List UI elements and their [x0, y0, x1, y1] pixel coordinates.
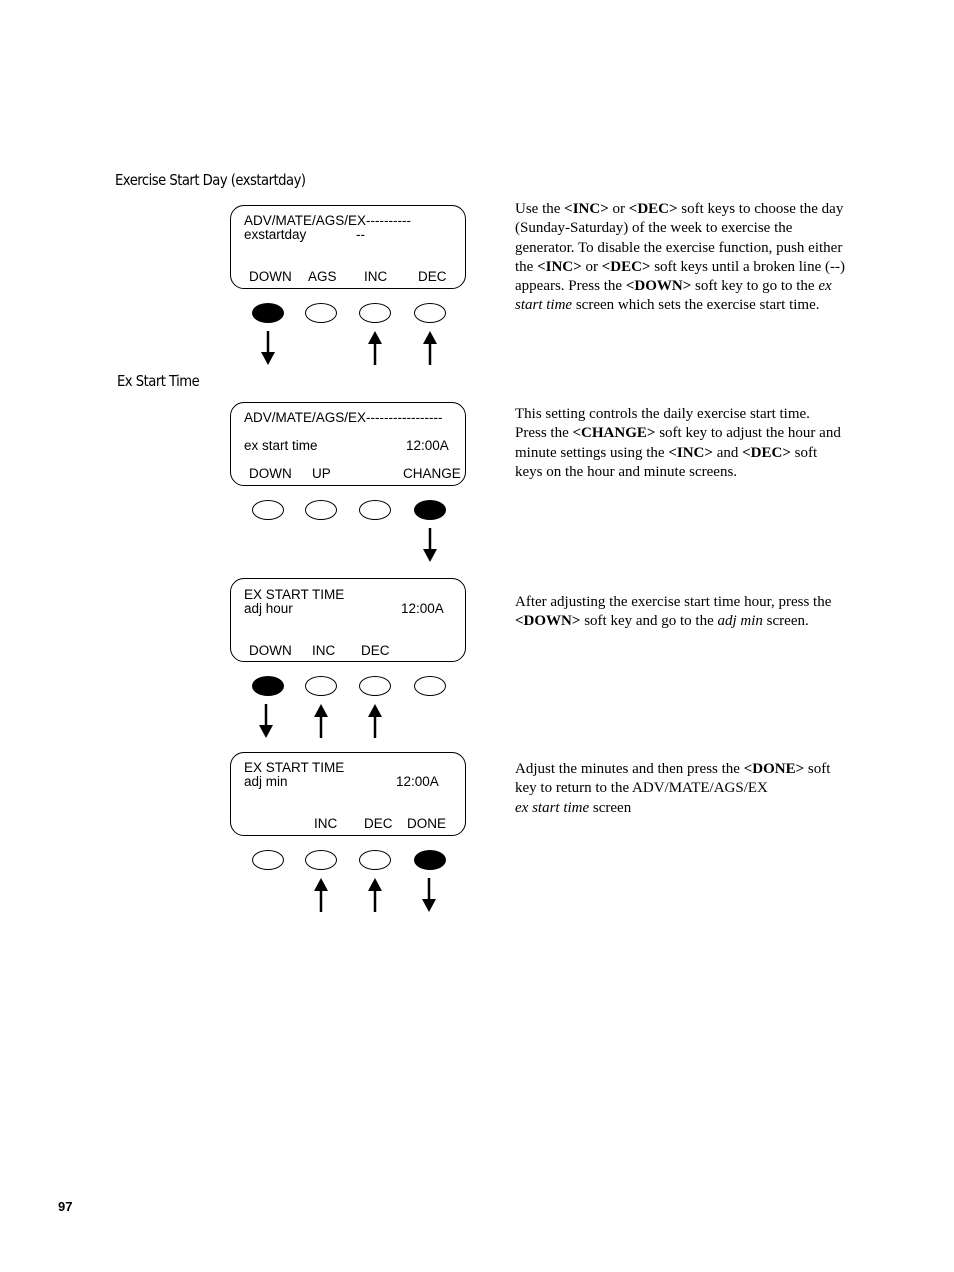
- lcd-label: exstartday: [244, 227, 307, 242]
- softkey-label-dec: DEC: [418, 269, 447, 284]
- softkey-label-down: DOWN: [249, 643, 292, 658]
- softkey-inc-button[interactable]: [305, 676, 337, 696]
- softkey-row-2: [230, 500, 466, 566]
- softkey-dec-button[interactable]: [414, 303, 446, 323]
- softkey-done-button[interactable]: [414, 850, 446, 870]
- lcd-value: 12:00A: [401, 601, 444, 616]
- softkey-change-button[interactable]: [414, 500, 446, 520]
- softkey-dec-button[interactable]: [359, 676, 391, 696]
- arrow-up-icon: [423, 331, 437, 365]
- description-exstartday: Use the <INC> or <DEC> soft keys to choose the day (Sunday-Saturday) of the week to exercise the generator. To disable the exercise function, push either the <INC> or <DEC> soft keys until a broken line (--) appears. Press the <DOWN> soft key to go to the ex start time screen which sets the exercise start time.: [515, 201, 845, 314]
- softkey-label-ags: AGS: [308, 269, 337, 284]
- softkey-down-button[interactable]: [252, 303, 284, 323]
- softkey-label-up: UP: [312, 466, 331, 481]
- arrow-down-icon: [261, 331, 275, 365]
- softkey-label-dec: DEC: [361, 643, 390, 658]
- softkey-blank-button[interactable]: [359, 500, 391, 520]
- lcd-screen-adj-hour: [230, 578, 466, 662]
- softkey-down-button[interactable]: [252, 676, 284, 696]
- lcd-line1: EX START TIME: [244, 587, 345, 602]
- softkey-row-3: [230, 676, 466, 742]
- softkey-label-dec: DEC: [364, 816, 393, 831]
- section-heading-exercise-start-day: Exercise Start Day (exstartday): [115, 171, 306, 189]
- lcd-label: ex start time: [244, 438, 318, 453]
- arrow-down-icon: [422, 878, 436, 912]
- description-adj-min: Adjust the minutes and then press the <DONE> soft key to return to the ADV/MATE/AGS/EX ex start time screen: [515, 761, 831, 816]
- softkey-dec-button[interactable]: [359, 850, 391, 870]
- softkey-blank-button[interactable]: [252, 850, 284, 870]
- arrow-down-icon: [259, 704, 273, 738]
- lcd-line1: ADV/MATE/AGS/EX----------: [244, 213, 411, 228]
- lcd-value: --: [356, 227, 365, 242]
- arrow-up-icon: [314, 704, 328, 738]
- softkey-label-inc: INC: [314, 816, 338, 831]
- softkey-down-button[interactable]: [252, 500, 284, 520]
- description-ex-start-time: This setting controls the daily exercise start time. Press the <CHANGE> soft key to adjust the hour and minute settings using the <INC> and <DEC> soft keys on the hour and minute screens.: [515, 406, 841, 480]
- softkey-label-done: DONE: [407, 816, 447, 831]
- section-heading-ex-start-time: Ex Start Time: [117, 372, 200, 390]
- arrow-up-icon: [368, 331, 382, 365]
- softkey-up-button[interactable]: [305, 500, 337, 520]
- softkey-label-down: DOWN: [249, 269, 292, 284]
- arrow-down-icon: [423, 528, 437, 562]
- softkey-label-down: DOWN: [249, 466, 292, 481]
- arrow-up-icon: [314, 878, 328, 912]
- softkey-ags-button[interactable]: [305, 303, 337, 323]
- softkey-blank-button[interactable]: [414, 676, 446, 696]
- lcd-screen-ex-start-time: [230, 402, 466, 486]
- arrow-up-icon: [368, 704, 382, 738]
- softkey-inc-button[interactable]: [305, 850, 337, 870]
- description-adj-hour: After adjusting the exercise start time hour, press the <DOWN> soft key and go to the adj min screen.: [515, 594, 832, 630]
- lcd-line1: EX START TIME: [244, 760, 345, 775]
- arrow-up-icon: [368, 878, 382, 912]
- softkey-label-change: CHANGE: [403, 466, 461, 481]
- softkey-row-4: [230, 850, 466, 916]
- lcd-label: adj min: [244, 774, 288, 789]
- softkey-inc-button[interactable]: [359, 303, 391, 323]
- softkey-label-inc: INC: [364, 269, 388, 284]
- softkey-label-inc: INC: [312, 643, 336, 658]
- softkey-row-1: [230, 303, 466, 369]
- lcd-value: 12:00A: [406, 438, 449, 453]
- lcd-label: adj hour: [244, 601, 293, 616]
- lcd-line1: ADV/MATE/AGS/EX-----------------: [244, 410, 443, 425]
- lcd-value: 12:00A: [396, 774, 439, 789]
- lcd-screen-adj-min: [230, 752, 466, 836]
- lcd-screen-exstartday: [230, 205, 466, 289]
- page-number: 97: [58, 1199, 73, 1214]
